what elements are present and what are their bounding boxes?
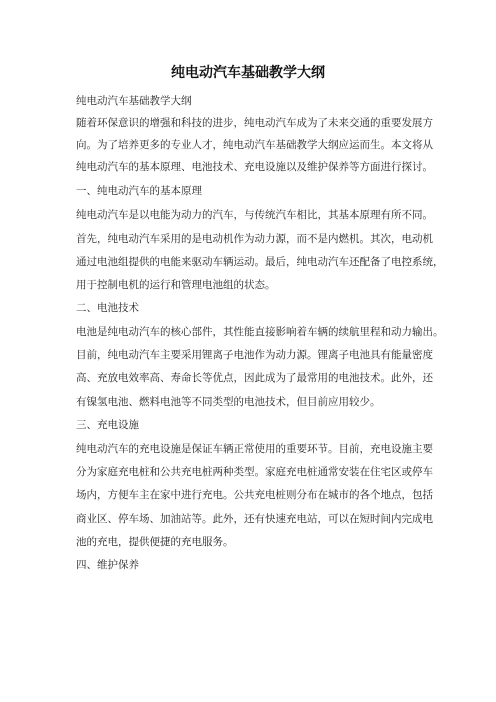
- paragraph-line: 池的充电，提供便捷的充电服务。: [76, 536, 234, 548]
- paragraph-line: 向。为了培养更多的专业人才，纯电动汽车基础教学大纲应运而生。本文将从: [76, 139, 433, 151]
- section-heading: 一、纯电动汽车的基本原理: [76, 185, 202, 197]
- paragraph-line: 分为家庭充电桩和公共充电桩两种类型。家庭充电桩通常安装在住宅区或停车: [76, 466, 433, 478]
- paragraph-line: 通过电池组提供的电能来驱动车辆运动。最后，纯电动汽车还配备了电控系统，: [76, 256, 444, 268]
- paragraph-line: 商业区、停车场、加油站等。此外，还有快速充电站，可以在短时间内完成电: [76, 513, 433, 525]
- paragraph-line: 目前，纯电动汽车主要采用锂离子电池作为动力源。锂离子电池具有能量密度: [76, 349, 433, 361]
- subtitle-line: 纯电动汽车基础教学大纲: [76, 95, 192, 107]
- document-title: 纯电动汽车基础教学大纲: [171, 65, 325, 81]
- paragraph-line: 纯电动汽车的基本原理、电池技术、充电设施以及维护保养等方面进行探讨。: [76, 161, 433, 173]
- paragraph-line: 首先，纯电动汽车采用的是电动机作为动力源，而不是内燃机。其次，电动机: [76, 233, 433, 245]
- paragraph-line: 用于控制电机的运行和管理电池组的状态。: [76, 279, 276, 291]
- paragraph-line: 纯电动汽车是以电能为动力的汽车，与传统汽车相比，其基本原理有所不同。: [76, 209, 433, 221]
- paragraph-line: 纯电动汽车的充电设施是保证车辆正常使用的重要环节。目前，充电设施主要: [76, 443, 433, 455]
- paragraph-line: 有镍氢电池、燃料电池等不同类型的电池技术，但目前应用较少。: [76, 396, 381, 408]
- section-heading: 四、维护保养: [76, 559, 139, 571]
- paragraph-line: 高、充放电效率高、寿命长等优点，因此成为了最常用的电池技术。此外，还: [76, 372, 433, 384]
- section-heading: 三、充电设施: [76, 419, 139, 431]
- paragraph-line: 场内，方便车主在家中进行充电。公共充电桩则分布在城市的各个地点，包括: [76, 489, 433, 501]
- paragraph-line: 电池是纯电动汽车的核心部件，其性能直接影响着车辆的续航里程和动力输出。: [76, 326, 444, 338]
- section-heading: 二、电池技术: [76, 302, 139, 314]
- paragraph-line: 随着环保意识的增强和科技的进步，纯电动汽车成为了未来交通的重要发展方: [76, 117, 433, 129]
